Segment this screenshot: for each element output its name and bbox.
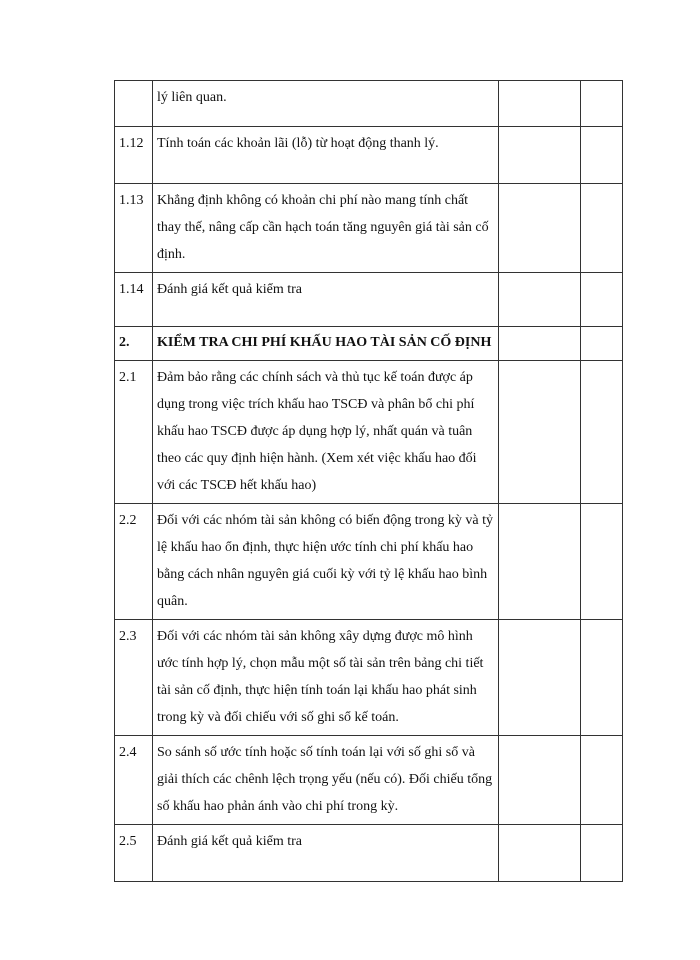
step-number-cell: 2.5 (115, 825, 153, 882)
step-number-cell: 1.13 (115, 184, 153, 273)
step-number-cell: 1.14 (115, 273, 153, 327)
empty-cell-a (499, 361, 581, 504)
procedure-description-cell: Đối với các nhóm tài sản không xây dựng được mô hình ước tính hợp lý, chọn mẫu một số tài sản trên bảng chi tiết tài sản cố định, thực hiện tính toán lại khấu hao phát sinh trong kỳ và đối chiếu với số ghi sổ kế toán. (153, 620, 499, 736)
step-number-cell: 2.1 (115, 361, 153, 504)
empty-cell-b (581, 504, 623, 620)
empty-cell-b (581, 81, 623, 127)
step-number-cell (115, 81, 153, 127)
table-row (115, 273, 623, 327)
step-number-cell: 1.12 (115, 127, 153, 184)
procedure-description-cell: lý liên quan. (153, 81, 499, 127)
empty-cell-b (581, 361, 623, 504)
empty-cell-a (499, 327, 581, 361)
step-number-cell: 2.2 (115, 504, 153, 620)
procedure-description-cell: So sánh số ước tính hoặc số tính toán lại với số ghi sổ và giải thích các chênh lệch trọng yếu (nếu có). Đối chiếu tổng số khấu hao phản ánh vào chi phí trong kỳ. (153, 736, 499, 825)
empty-cell-a (499, 273, 581, 327)
empty-cell-a (499, 127, 581, 184)
table-row (115, 127, 623, 184)
empty-cell-b (581, 736, 623, 825)
table-row (115, 361, 623, 504)
procedure-description-cell: Đánh giá kết quả kiểm tra (153, 273, 499, 327)
empty-cell-b (581, 273, 623, 327)
audit-program-table (114, 80, 623, 882)
table-row (115, 620, 623, 736)
empty-cell-b (581, 620, 623, 736)
empty-cell-b (581, 127, 623, 184)
procedure-description-cell: Tính toán các khoản lãi (lỗ) từ hoạt động thanh lý. (153, 127, 499, 184)
empty-cell-a (499, 825, 581, 882)
section-header-row (115, 327, 623, 361)
procedure-description-cell: Đảm bảo rằng các chính sách và thủ tục kế toán được áp dụng trong việc trích khấu hao TSCĐ và phân bổ chi phí khấu hao TSCĐ được áp dụng hợp lý, nhất quán và tuân theo các quy định hiện hành. (Xem xét việc khấu hao đối với các TSCĐ hết khấu hao) (153, 361, 499, 504)
table-row (115, 736, 623, 825)
empty-cell-b (581, 825, 623, 882)
audit-program-table-body (115, 81, 623, 882)
empty-cell-b (581, 327, 623, 361)
procedure-description-cell: Đối với các nhóm tài sản không có biến động trong kỳ và tỷ lệ khấu hao ổn định, thực hiện ước tính chi phí khấu hao bằng cách nhân nguyên giá cuối kỳ với tỷ lệ khấu hao bình quân. (153, 504, 499, 620)
table-row (115, 504, 623, 620)
table-row (115, 825, 623, 882)
table-row (115, 81, 623, 127)
procedure-description-cell: Khẳng định không có khoản chi phí nào mang tính chất thay thế, nâng cấp cần hạch toán tăng nguyên giá tài sản cố định. (153, 184, 499, 273)
table-row (115, 184, 623, 273)
empty-cell-a (499, 504, 581, 620)
empty-cell-b (581, 184, 623, 273)
empty-cell-a (499, 81, 581, 127)
empty-cell-a (499, 184, 581, 273)
empty-cell-a (499, 736, 581, 825)
step-number-cell: 2. (115, 327, 153, 361)
step-number-cell: 2.4 (115, 736, 153, 825)
procedure-description-cell: Đánh giá kết quả kiểm tra (153, 825, 499, 882)
empty-cell-a (499, 620, 581, 736)
procedure-description-cell: KIỂM TRA CHI PHÍ KHẤU HAO TÀI SẢN CỐ ĐỊNH (153, 327, 499, 361)
step-number-cell: 2.3 (115, 620, 153, 736)
